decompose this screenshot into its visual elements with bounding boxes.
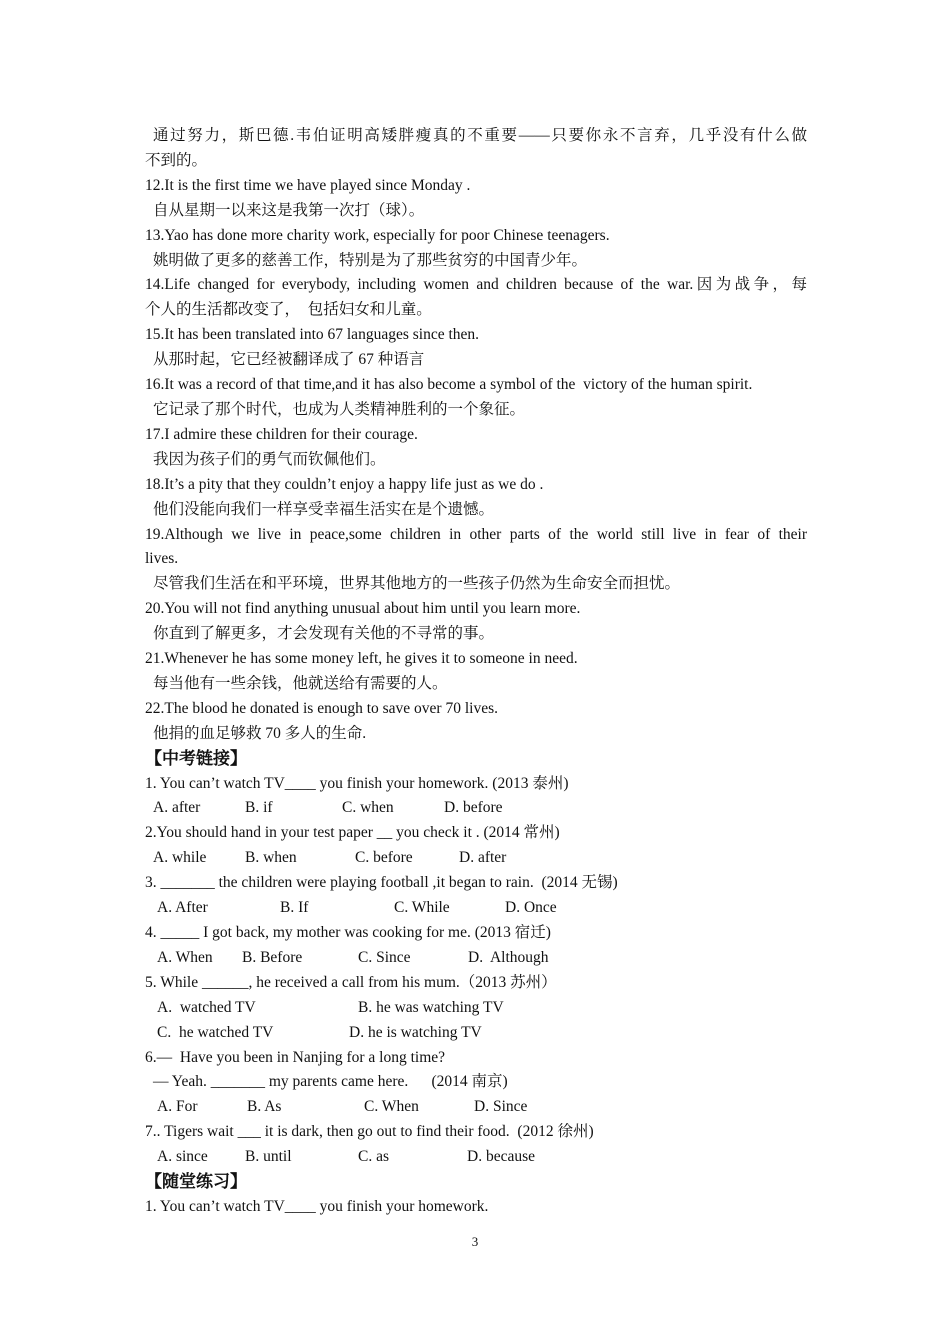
question-5-options-cd <box>145 1021 807 1046</box>
question-4-options <box>145 946 807 971</box>
question-5-options-ab <box>145 996 807 1021</box>
option-b: B. As <box>247 1098 282 1116</box>
sentence-line: 15.It has been translated into 67 languages since then. <box>145 326 480 344</box>
option-a: A. watched TV <box>157 998 256 1016</box>
translation-line: 不到的。 <box>145 151 208 169</box>
sentence-line: 18.It’s a pity that they couldn’t enjoy a happy life just as we do . <box>145 475 544 493</box>
practice-question-1: 1. You can’t watch TV____ you finish your homework. <box>145 1197 489 1215</box>
translation-line: 每当他有一些余钱，他就送给有需要的人。 <box>153 674 448 692</box>
translation-line: 我因为孩子们的勇气而钦佩他们。 <box>153 450 386 468</box>
option-b: B. If <box>280 899 309 917</box>
sentence-line: 16.It was a record of that time,and it has also become a symbol of the victory of the human spirit. <box>145 376 753 394</box>
option-c: C. When <box>364 1098 419 1116</box>
translation-line: 通过努力，斯巴德.韦伯证明高矮胖瘦真的不重要——只要你永不言弃，几乎没有什么做 <box>153 127 807 144</box>
option-c: C. before <box>355 849 413 867</box>
question-5: 5. While ______, he received a call from his mum.（2013 苏州） <box>145 973 557 991</box>
translation-line: 他们没能向我们一样享受幸福生活实在是个遗憾。 <box>153 500 495 518</box>
sentence-line: 17.I admire these children for their courage. <box>145 425 418 443</box>
option-b: B. if <box>245 799 273 817</box>
section-heading-zhongkao: 【中考链接】 <box>145 748 247 768</box>
translation-line: 你直到了解更多，才会发现有关他的不寻常的事。 <box>153 625 495 643</box>
option-a: A. while <box>153 849 207 867</box>
question-2-options <box>145 846 807 871</box>
option-b: B. he was watching TV <box>358 998 504 1016</box>
translation-line: 自从星期一以来这是我第一次打（球）。 <box>153 201 425 219</box>
option-c: C. While <box>394 899 450 917</box>
sentence-line: 13.Yao has done more charity work, especially for poor Chinese teenagers. <box>145 226 610 244</box>
question-3-options <box>145 896 807 921</box>
sentence-line: lives. <box>145 550 179 568</box>
option-c: C. he watched TV <box>157 1023 274 1041</box>
page-number: 3 <box>471 1234 479 1249</box>
option-a: A. after <box>153 799 201 817</box>
translation-line: 它记录了那个时代，也成为人类精神胜利的一个象征。 <box>153 400 526 418</box>
option-b: B. until <box>245 1148 292 1166</box>
sentence-line: 14.Life changed for everybody, including women and children because of the war.因为战争，每 <box>145 276 807 294</box>
question-1-options <box>145 796 807 821</box>
option-a: A. since <box>157 1148 208 1166</box>
question-6-reply: — Yeah. _______ my parents came here. (2014 南京) <box>153 1073 508 1091</box>
option-d: D. he is watching TV <box>349 1023 482 1041</box>
sentence-line: 20.You will not find anything unusual about him until you learn more. <box>145 600 581 618</box>
question-4: 4. _____ I got back, my mother was cooking for me. (2013 宿迁) <box>145 924 551 941</box>
section-heading-practice: 【随堂练习】 <box>145 1172 247 1192</box>
sentence-line: 19.Although we live in peace,some children in other parts of the world still live in fear of their <box>145 525 807 543</box>
question-7-options <box>145 1145 807 1170</box>
option-b: B. Before <box>242 948 303 966</box>
option-d: D. Although <box>468 948 549 966</box>
option-b: B. when <box>245 849 297 867</box>
translation-line: 从那时起，它已经被翻译成了 67 种语言 <box>153 351 425 369</box>
question-6-options <box>145 1095 807 1120</box>
sentence-line: 22.The blood he donated is enough to save over 70 lives. <box>145 699 498 717</box>
sentence-line: 21.Whenever he has some money left, he gives it to someone in need. <box>145 650 578 668</box>
translation-line: 他捐的血足够救 70 多人的生命. <box>153 724 367 742</box>
question-6: 6.— Have you been in Nanjing for a long time? <box>145 1048 446 1066</box>
question-7: 7.. Tigers wait ___ it is dark, then go out to find their food. (2012 徐州) <box>145 1123 594 1141</box>
question-2: 2.You should hand in your test paper __ you check it . (2014 常州) <box>145 824 560 842</box>
option-d: D. Since <box>474 1098 528 1116</box>
sentence-line: 12.It is the first time we have played since Monday . <box>145 176 471 194</box>
option-c: C. as <box>358 1148 389 1166</box>
option-d: D. after <box>459 849 507 867</box>
question-3: 3. _______ the children were playing football ,it began to rain. (2014 无锡) <box>145 874 618 892</box>
option-c: C. Since <box>358 948 411 966</box>
option-d: D. before <box>444 799 503 817</box>
option-d: D. Once <box>505 899 557 917</box>
option-a: A. After <box>157 899 208 917</box>
translation-line: 个人的生活都改变了， 包括妇女和儿童。 <box>145 301 432 319</box>
translation-line: 姚明做了更多的慈善工作，特别是为了那些贫穷的中国青少年。 <box>153 251 588 269</box>
option-a: A. For <box>157 1098 198 1116</box>
option-d: D. because <box>467 1148 535 1166</box>
document-body <box>145 124 807 1220</box>
translation-line: 尽管我们生活在和平环境，世界其他地方的一些孩子仍然为生命安全而担忧。 <box>153 575 681 593</box>
question-1: 1. You can’t watch TV____ you finish your homework. (2013 泰州) <box>145 774 569 792</box>
option-c: C. when <box>342 799 394 817</box>
option-a: A. When <box>157 948 213 966</box>
